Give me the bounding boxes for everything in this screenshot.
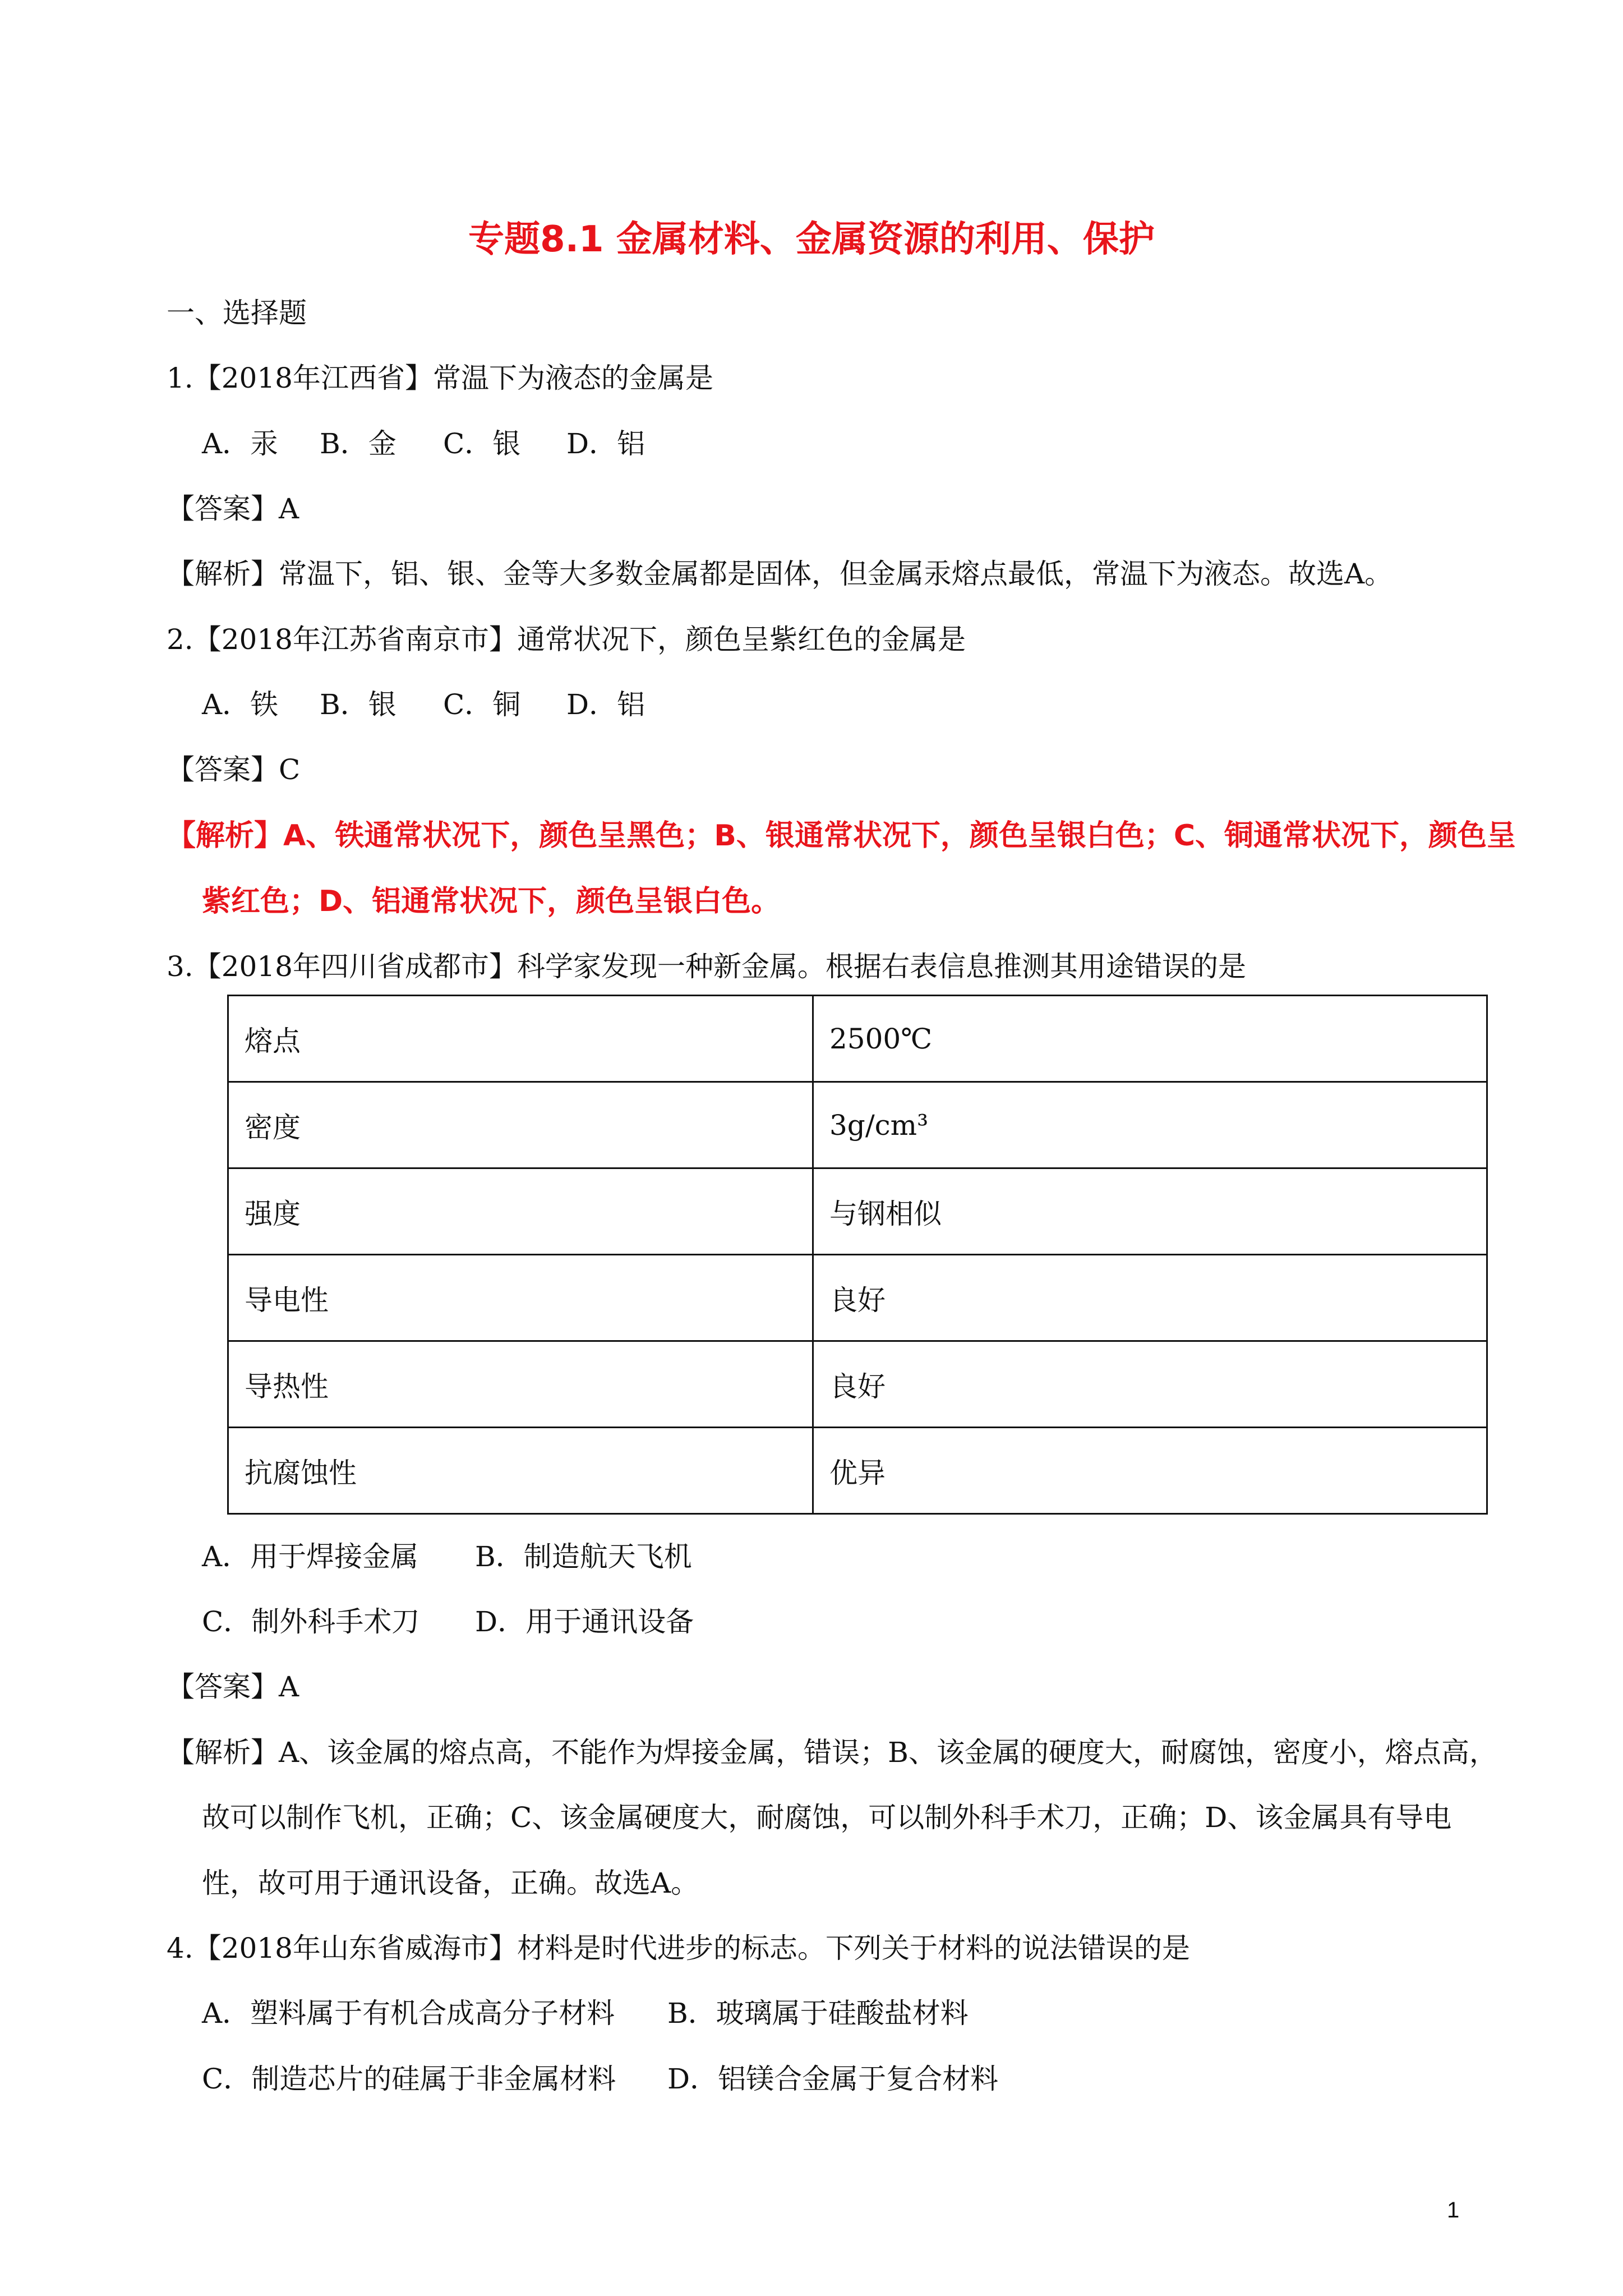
question-1-answer: 【答案】A xyxy=(167,493,299,525)
table-row xyxy=(228,1255,1487,1341)
property-name-cell: 导电性 xyxy=(228,1255,813,1341)
question-2-analysis-line-1: 【解析】A、铁通常状况下，颜色呈黑色；B、银通常状况下，颜色呈银白色；C、铜通常状况下，颜色呈 xyxy=(167,819,1516,853)
question-4-stem: 4.【2018年山东省威海市】材料是时代进步的标志。下列关于材料的说法错误的是 xyxy=(167,1932,1190,1964)
property-name-cell: 导热性 xyxy=(228,1341,813,1428)
properties-table xyxy=(227,995,1488,1515)
q1-option-b: B．金 xyxy=(320,427,396,460)
question-2-analysis-line-2: 紫红色；D、铝通常状况下，颜色呈银白色。 xyxy=(202,885,781,918)
question-1-options xyxy=(202,427,645,461)
q3-option-d: D．用于通讯设备 xyxy=(475,1605,694,1638)
q3-option-c: C．制外科手术刀 xyxy=(202,1605,420,1638)
property-value-cell: 与钢相似 xyxy=(813,1168,1487,1255)
q1-option-c: C．银 xyxy=(443,427,521,460)
q1-option-a: A．汞 xyxy=(202,427,279,460)
question-3-analysis-line-1: 【解析】A、该金属的熔点高，不能作为焊接金属，错误；B、该金属的硬度大，耐腐蚀，密度小，熔点高， xyxy=(167,1736,1497,1769)
property-name-cell: 密度 xyxy=(228,1082,813,1168)
property-value-cell: 良好 xyxy=(813,1341,1487,1428)
property-name-cell: 强度 xyxy=(228,1168,813,1255)
section-heading: 一、选择题 xyxy=(167,297,307,329)
question-3-options-row-2 xyxy=(202,1605,694,1639)
property-name-cell: 抗腐蚀性 xyxy=(228,1428,813,1514)
q2-option-b: B．银 xyxy=(320,688,396,721)
q2-option-d: D．铝 xyxy=(566,688,645,721)
q2-option-c: C．铜 xyxy=(443,688,521,721)
question-3-answer: 【答案】A xyxy=(167,1671,299,1703)
question-1-stem: 1.【2018年江西省】常温下为液态的金属是 xyxy=(167,362,713,394)
property-value-cell: 3g/cm³ xyxy=(813,1082,1487,1168)
property-value-cell: 2500℃ xyxy=(813,996,1487,1082)
question-3-analysis-line-3: 性，故可用于通讯设备，正确。故选A。 xyxy=(202,1867,699,1899)
question-2-stem: 2.【2018年江苏省南京市】通常状况下，颜色呈紫红色的金属是 xyxy=(167,623,966,656)
q4-option-c: C．制造芯片的硅属于非金属材料 xyxy=(202,2063,616,2095)
table-row xyxy=(228,996,1487,1082)
q4-option-d: D．铝镁合金属于复合材料 xyxy=(667,2063,999,2095)
table-row xyxy=(228,1168,1487,1255)
property-value-cell: 优异 xyxy=(813,1428,1487,1514)
page-title: 专题8.1 金属材料、金属资源的利用、保护 xyxy=(468,219,1155,260)
property-value-cell: 良好 xyxy=(813,1255,1487,1341)
table-row xyxy=(228,1428,1487,1514)
question-2-answer: 【答案】C xyxy=(167,753,301,786)
question-4-options-row-1 xyxy=(202,1996,969,2030)
question-3-options-row-1 xyxy=(202,1540,692,1573)
q2-option-a: A．铁 xyxy=(202,688,279,721)
q4-option-a: A．塑料属于有机合成高分子材料 xyxy=(202,1997,615,2030)
table-row xyxy=(228,1082,1487,1168)
property-name-cell: 熔点 xyxy=(228,996,813,1082)
question-1-analysis: 【解析】常温下，铝、银、金等大多数金属都是固体，但金属汞熔点最低，常温下为液态。故选A。 xyxy=(167,558,1393,590)
question-3-stem: 3.【2018年四川省成都市】科学家发现一种新金属。根据右表信息推测其用途错误的是 xyxy=(167,950,1246,983)
question-2-options xyxy=(202,688,645,721)
question-4-options-row-2 xyxy=(202,2062,998,2096)
page-number: 1 xyxy=(1447,2198,1460,2223)
q1-option-d: D．铝 xyxy=(566,427,645,460)
q3-option-a: A．用于焊接金属 xyxy=(202,1540,419,1573)
q3-option-b: B．制造航天飞机 xyxy=(475,1540,692,1573)
q4-option-b: B．玻璃属于硅酸盐材料 xyxy=(667,1997,969,2030)
question-3-analysis-line-2: 故可以制作飞机，正确；C、该金属硬度大，耐腐蚀，可以制外科手术刀，正确；D、该金属具有导电 xyxy=(202,1801,1452,1834)
table-row xyxy=(228,1341,1487,1428)
